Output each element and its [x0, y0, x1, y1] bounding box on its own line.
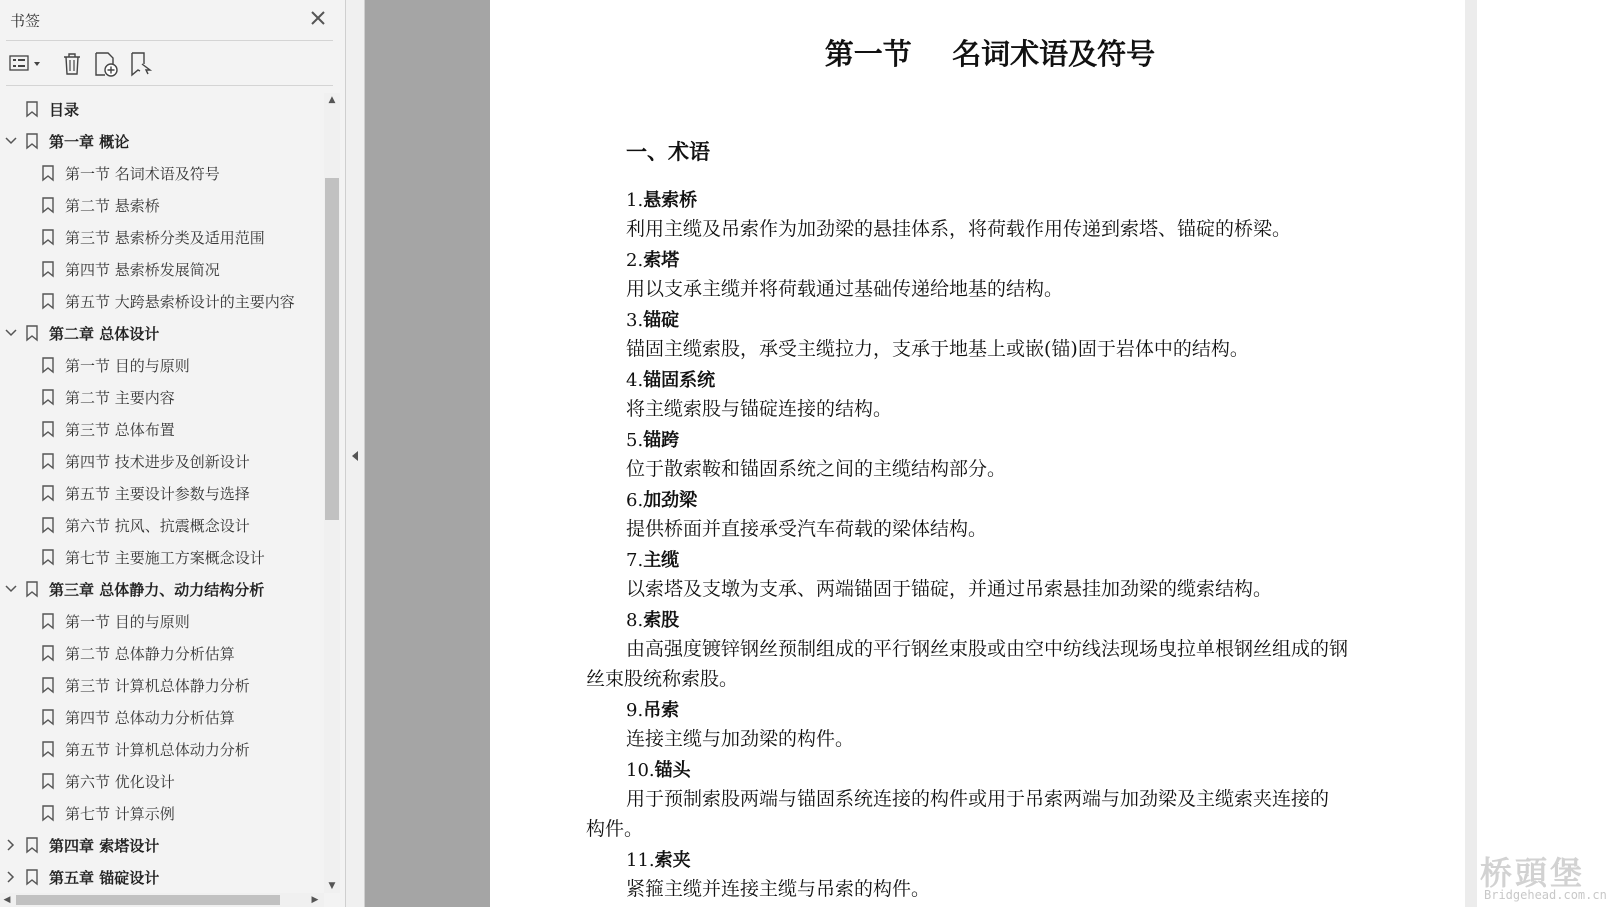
document-viewer[interactable]	[365, 0, 1607, 907]
term-name: 索夹	[654, 850, 691, 871]
bookmark-icon	[42, 389, 54, 405]
bookmark-options-icon[interactable]	[8, 50, 44, 78]
bookmark-label: 第三章 总体静力、动力结构分析	[49, 581, 265, 599]
bookmark-icon	[26, 133, 38, 149]
bookmark-item[interactable]	[0, 221, 324, 253]
bookmark-icon	[42, 805, 54, 821]
bookmark-label: 第五章 锚碇设计	[49, 869, 160, 887]
bookmark-icon	[26, 581, 38, 597]
bookmark-label: 第四节 技术进步及创新设计	[65, 453, 250, 471]
viewer-scrollbar[interactable]	[1465, 0, 1477, 907]
bookmark-item[interactable]	[0, 317, 324, 349]
term-heading	[626, 186, 697, 212]
chevron-down-icon[interactable]	[4, 582, 18, 596]
document-page	[490, 0, 1607, 907]
scroll-down-icon[interactable]: ▼	[328, 881, 336, 891]
term-number: 10.	[626, 760, 655, 781]
bookmark-icon	[42, 773, 54, 789]
term-heading	[626, 606, 679, 632]
watermark-url: Bridgehead.com.cn	[1484, 888, 1607, 902]
term-number: 3.	[626, 310, 644, 331]
term-number: 9.	[626, 700, 644, 721]
bookmark-icon	[42, 421, 54, 437]
term-heading	[626, 696, 679, 722]
collapse-left-icon[interactable]	[351, 450, 359, 462]
term-definition: 由高强度镀锌钢丝预制组成的平行钢丝束股或由空中纺线法现场曳拉单根钢丝组成的钢	[626, 638, 1349, 660]
bookmark-panel	[0, 0, 345, 907]
bookmark-label: 第一节 目的与原则	[65, 357, 190, 375]
bookmark-label: 第三节 计算机总体静力分析	[65, 677, 250, 695]
term-definition: 丝束股统称索股。	[586, 668, 739, 690]
bookmark-icon	[42, 165, 54, 181]
term-number: 11.	[626, 850, 655, 871]
bookmark-label: 第四节 悬索桥发展简况	[65, 261, 220, 279]
bookmark-icon	[42, 197, 54, 213]
vertical-scrollbar[interactable]	[324, 93, 340, 893]
panel-title: 书签	[10, 12, 41, 30]
bookmark-label: 第五节 大跨悬索桥设计的主要内容	[65, 293, 295, 311]
term-definition: 紧箍主缆并连接主缆与吊索的构件。	[626, 878, 931, 900]
delete-bookmark-icon[interactable]	[60, 50, 84, 78]
term-number: 8.	[626, 610, 644, 631]
bookmark-icon	[26, 101, 38, 117]
bookmark-icon	[26, 869, 38, 885]
panel-collapse-handle[interactable]	[345, 0, 365, 907]
bookmark-icon	[42, 677, 54, 693]
add-bookmark-icon[interactable]	[92, 50, 120, 78]
hscrollbar-thumb[interactable]	[16, 895, 280, 905]
watermark-logo: 桥頭堡	[1480, 854, 1586, 892]
bookmark-icon	[42, 453, 54, 469]
bookmark-item[interactable]	[0, 189, 324, 221]
term-heading	[626, 486, 697, 512]
bookmark-item[interactable]	[0, 701, 324, 733]
term-name: 加劲梁	[643, 490, 698, 511]
scroll-left-icon[interactable]: ◀	[3, 895, 11, 905]
bookmark-item[interactable]	[0, 509, 324, 541]
term-definition: 构件。	[586, 818, 644, 840]
bookmark-item[interactable]	[0, 285, 324, 317]
term-heading	[626, 846, 691, 872]
divider-line	[6, 40, 333, 41]
bookmark-item[interactable]	[0, 733, 324, 765]
bookmark-icon	[42, 485, 54, 501]
bookmark-label: 第三节 悬索桥分类及适用范围	[65, 229, 265, 247]
bookmark-label: 第七节 计算示例	[65, 805, 175, 823]
term-definition: 锚固主缆索股，承受主缆拉力，支承于地基上或嵌(锚)固于岩体中的结构。	[626, 338, 1249, 360]
term-definition: 提供桥面并直接承受汽车荷载的梁体结构。	[626, 518, 988, 540]
bookmark-item[interactable]	[0, 605, 324, 637]
term-number: 1.	[626, 190, 644, 211]
bookmark-label: 第五节 主要设计参数与选择	[65, 485, 250, 503]
bookmark-item[interactable]	[0, 157, 324, 189]
bookmark-item[interactable]	[0, 573, 324, 605]
term-definition: 用于预制索股两端与锚固系统连接的构件或用于吊索两端与加劲梁及主缆索夹连接的	[626, 788, 1330, 810]
bookmark-label: 第三节 总体布置	[65, 421, 175, 439]
bookmark-item[interactable]	[0, 541, 324, 573]
close-icon[interactable]	[306, 6, 330, 30]
bookmark-item[interactable]	[0, 861, 324, 893]
bookmark-icon	[42, 293, 54, 309]
term-definition: 以索塔及支墩为支承、两端锚固于锚碇，并通过吊索悬挂加劲梁的缆索结构。	[626, 578, 1273, 600]
bookmark-icon	[26, 837, 38, 853]
bookmark-label: 第一章 概论	[49, 133, 130, 151]
bookmark-tree	[0, 93, 324, 893]
bookmark-label: 第二节 主要内容	[65, 389, 175, 407]
term-name: 吊索	[643, 700, 680, 721]
bookmark-label: 第二节 悬索桥	[65, 197, 160, 215]
term-heading	[626, 246, 679, 272]
term-definition: 将主缆索股与锚碇连接的结构。	[626, 398, 893, 420]
bookmark-icon	[42, 613, 54, 629]
bookmark-item[interactable]	[0, 381, 324, 413]
bookmark-item[interactable]	[0, 253, 324, 285]
bookmark-item[interactable]	[0, 125, 324, 157]
term-number: 5.	[626, 430, 644, 451]
bookmark-label: 第七节 主要施工方案概念设计	[65, 549, 265, 567]
bookmark-label: 第四节 总体动力分析估算	[65, 709, 235, 727]
bookmark-label: 第一节 目的与原则	[65, 613, 190, 631]
term-name: 锚固系统	[643, 370, 716, 391]
watermark	[1480, 848, 1607, 906]
bookmark-label: 第五节 计算机总体动力分析	[65, 741, 250, 759]
bookmark-label: 第一节 名词术语及符号	[65, 165, 220, 183]
find-bookmark-icon[interactable]	[128, 50, 154, 78]
chevron-down-icon[interactable]	[4, 326, 18, 340]
scroll-up-icon[interactable]: ▲	[328, 95, 336, 105]
term-name: 锚碇	[643, 310, 680, 331]
bookmark-icon	[42, 261, 54, 277]
bookmark-icon	[42, 741, 54, 757]
section-heading: 一、术语	[626, 139, 710, 164]
bookmark-icon	[42, 645, 54, 661]
bookmark-item[interactable]	[0, 669, 324, 701]
term-number: 7.	[626, 550, 644, 571]
bookmark-item[interactable]	[0, 797, 324, 829]
bookmark-item[interactable]	[0, 765, 324, 797]
term-number: 4.	[626, 370, 644, 391]
term-heading	[626, 426, 679, 452]
bookmark-item[interactable]	[0, 413, 324, 445]
term-definition: 利用主缆及吊索作为加劲梁的悬挂体系，将荷载作用传递到索塔、锚碇的桥梁。	[626, 218, 1292, 240]
term-heading	[626, 366, 715, 392]
bookmark-icon	[42, 229, 54, 245]
term-name: 锚头	[654, 760, 691, 781]
chevron-down-icon[interactable]	[4, 134, 18, 148]
bookmark-icon	[42, 709, 54, 725]
bookmark-label: 第六节 优化设计	[65, 773, 175, 791]
term-name: 悬索桥	[643, 190, 698, 211]
bookmark-item[interactable]	[0, 349, 324, 381]
term-definition: 连接主缆与加劲梁的构件。	[626, 728, 855, 750]
chevron-right-icon[interactable]	[4, 870, 18, 884]
term-heading	[626, 756, 691, 782]
term-definition: 位于散索鞍和锚固系统之间的主缆结构部分。	[626, 458, 1007, 480]
bookmark-item[interactable]	[0, 477, 324, 509]
bookmark-label: 第六节 抗风、抗震概念设计	[65, 517, 250, 535]
term-name: 索股	[643, 610, 680, 631]
bookmark-label: 第二章 总体设计	[49, 325, 160, 343]
bookmark-icon	[26, 325, 38, 341]
bookmark-label: 第二节 总体静力分析估算	[65, 645, 235, 663]
bookmark-item[interactable]	[0, 93, 324, 125]
term-name: 主缆	[643, 550, 680, 571]
term-number: 2.	[626, 250, 644, 271]
horizontal-scrollbar[interactable]	[0, 893, 324, 907]
bookmark-label: 第四章 索塔设计	[49, 837, 160, 855]
bookmark-item[interactable]	[0, 445, 324, 477]
term-name: 锚跨	[643, 430, 680, 451]
bookmark-item[interactable]	[0, 637, 324, 669]
scrollbar-thumb[interactable]	[325, 178, 339, 520]
page-title: 第一节 名词术语及符号	[824, 37, 1156, 71]
term-heading	[626, 306, 679, 332]
term-heading	[626, 546, 679, 572]
bookmark-item[interactable]	[0, 829, 324, 861]
term-name: 索塔	[643, 250, 680, 271]
chevron-right-icon[interactable]	[4, 838, 18, 852]
term-definition: 用以支承主缆并将荷载通过基础传递给地基的结构。	[626, 278, 1064, 300]
term-number: 6.	[626, 490, 644, 511]
bookmark-icon	[42, 517, 54, 533]
bookmark-icon	[42, 357, 54, 373]
bookmark-label: 目录	[49, 101, 80, 119]
bookmark-icon	[42, 549, 54, 565]
divider-line	[6, 85, 333, 86]
scroll-right-icon[interactable]: ▶	[311, 895, 319, 905]
